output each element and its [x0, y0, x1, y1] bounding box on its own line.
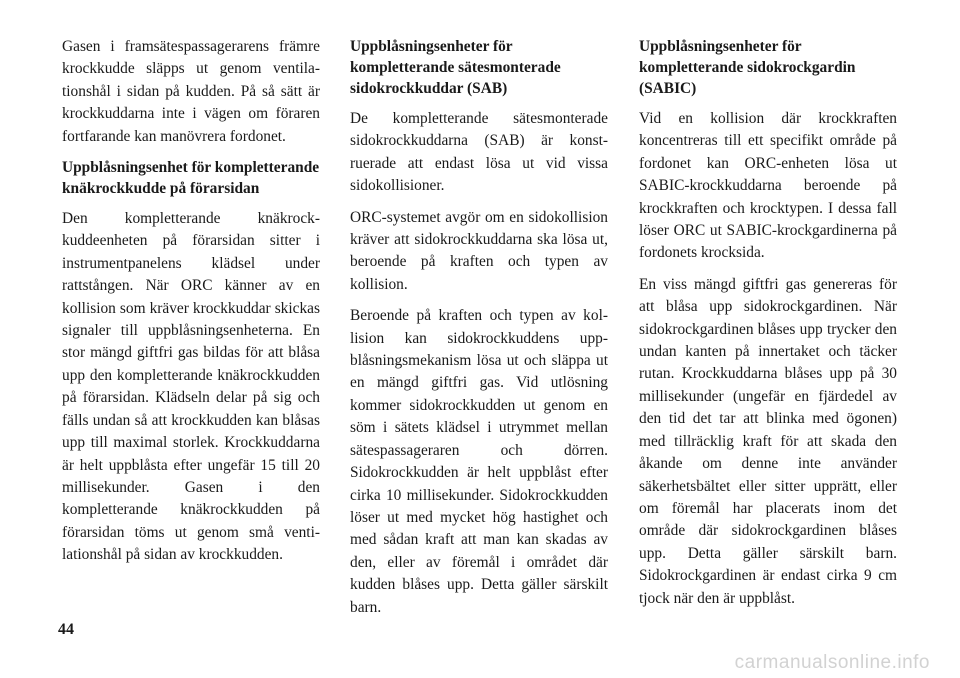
column-left [62, 36, 320, 576]
paragraph: Vid en kollision där krockkraften koncentreras till ett specifikt område på fordonet kan ORC-enheten lösa ut SABIC-krockkuddarna beroende på krockkraften och krocktypen. I dessa fall löser ORC ut SABIC-krockgardinerna på fordonets krocksida. [639, 110, 897, 262]
section-heading: Uppblåsningsenheter för kompletterande sidokrockgardin (SABIC) [639, 38, 856, 97]
paragraph: De kompletterande sätesmonterade sidokrockkuddarna (SAB) är konstruerade att endast lösa ut vid vissa sidokollisioner. [350, 110, 608, 195]
section-heading: Uppblåsningsenhet för kompletterande knäkrockkudde på förarsidan [62, 159, 320, 198]
watermark: carmanualsonline.info [734, 652, 930, 673]
page-number: 44 [58, 621, 74, 638]
column-middle [350, 36, 608, 628]
paragraph: ORC-systemet avgör om en sidokollision kräver att sidokrockkuddarna ska lösa ut, beroende på kraften och typen av kollision. [350, 208, 608, 293]
column-right [639, 36, 897, 619]
paragraph: En viss mängd giftfri gas genereras för att blåsa upp sidokrockgardinen. När sidokrockgardinen blåses upp trycker den undan kanten på innertaket och täcker rutan. Krockkuddarna blåses upp på 30 millisekunder (ungefär en fjärdedel av den tid det tar att blinka med ögonen) med tillräcklig kraft för att skada den åkande om denne inte använder säkerhetsbältet eller sitter upprätt, eller om föremål har placerats inom det område där sidokrockgardinen blåses upp. Detta gäller särskilt barn. Sidokrockgardinen är endast cirka 9 cm tjock när den är uppblåst. [639, 275, 897, 607]
section-heading: Uppblåsningsenheter för kompletterande sätesmonterade sidokrockkuddar (SAB) [350, 38, 561, 97]
paragraph: Den kompletterande knäkrockkuddeenheten på förarsidan sitter i instrumentpanelens klädsel under rattstången. När ORC känner av en kollision som kräver krockkuddar skickas signaler till uppblåsningsenheterna. En stor mängd giftfri gas bildas för att blåsa upp den kompletterande knäkrockkudden på förarsidan. Klädseln delar på sig och fälls undan så att krockkudden kan blåsas upp till maximal storlek. Krockkuddarna är helt uppblåsta efter ungefär 15 till 20 millisekunder. Gasen i den kompletterande knäkrockkudden på förarsidan töms ut genom små ventilationshål på sidan av krockkudden. [62, 210, 320, 564]
paragraph: Beroende på kraften och typen av kollision kan sidokrockkuddens uppblåsningsmekanism lösa ut och släppa ut en mängd giftfri gas. Vid utlösning kommer sidokrockkudden ut genom en söm i sätets klädsel i utrymmet mellan sätespassageraren och dörren. Sidokrockkudden är helt uppblåst efter cirka 10 millisekunder. Sidokrockkudden löser ut med mycket hög hastighet och med sådan kraft att man kan skadas av den, eller av föremål i området där kudden blåses upp. Detta gäller särskilt barn. [350, 307, 608, 616]
paragraph: Gasen i framsätespassagerarens främre krockkudde släpps ut genom ventilationshål i sidan på kudden. På så sätt är krockkuddarna inte i vägen om föraren fortfarande kan manövrera fordonet. [62, 38, 320, 145]
